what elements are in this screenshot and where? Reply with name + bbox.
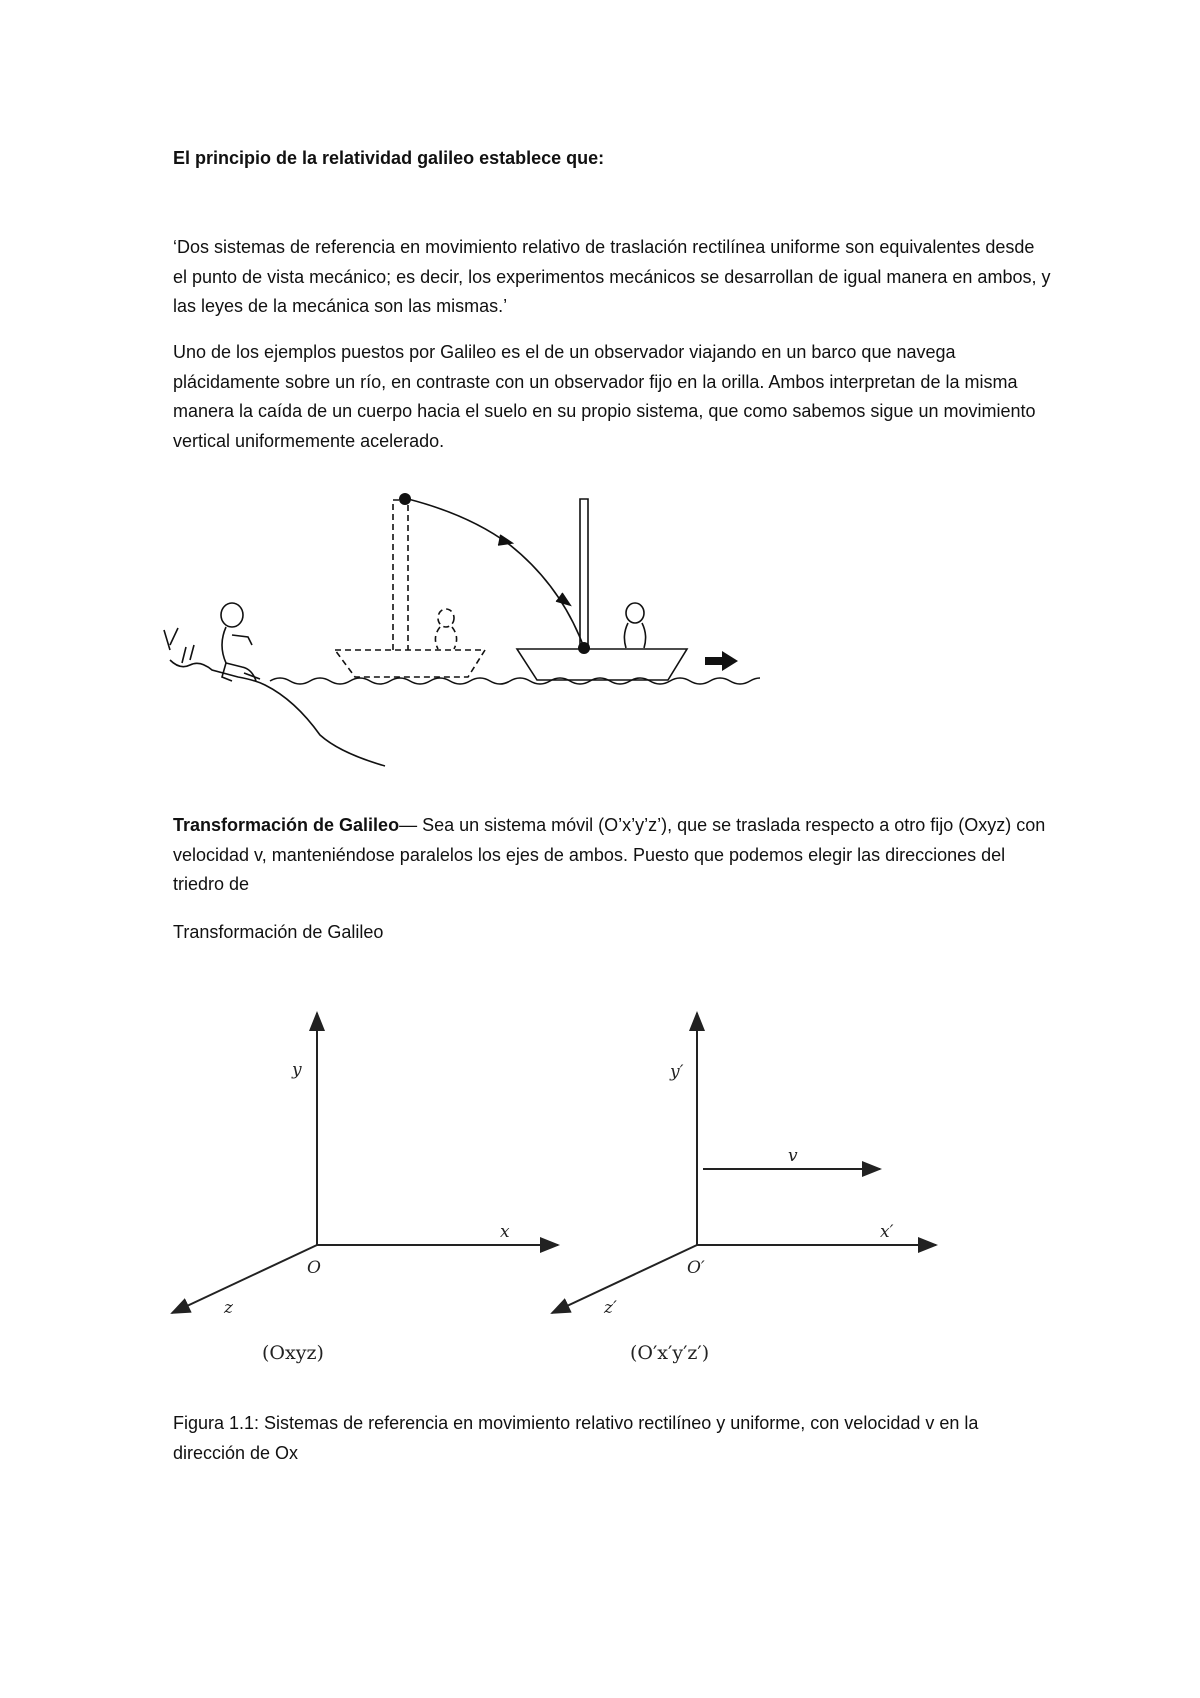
transformation-term: Transformación de Galileo: [173, 815, 400, 835]
shore-grass: [164, 628, 194, 663]
left-origin-label: O: [307, 1258, 321, 1278]
quote-paragraph: ‘Dos sistemas de referencia en movimiento relativo de traslación rectilínea uniforme son equivalentes desde el punto de vista mecánico; es decir, los experimentos mecánicos se desarrollan de igual manera en ambos, y las leyes de la mecánica son las mismas.’: [173, 237, 1051, 316]
previous-boat: [335, 500, 485, 677]
right-z-axis: [552, 1245, 697, 1313]
right-origin-label: O′: [687, 1258, 705, 1278]
left-x-label: x: [500, 1222, 510, 1242]
motion-arrow-icon: [705, 651, 738, 671]
ship-illustration: [160, 485, 760, 770]
transformation-paragraph: [173, 811, 1053, 900]
left-z-label: z: [224, 1298, 233, 1318]
ball-trajectory: [408, 499, 583, 645]
heading: El principio de la relatividad galileo establece que:: [173, 148, 605, 168]
reference-frames-figure: [160, 995, 960, 1375]
transformation-text: — Sea un sistema móvil (O’x’y’z’), que se traslada respecto a otro fijo (Oxyz) con velocidad v, manteniéndose paralelos los ejes de ambos. Puesto que podemos elegir las direcciones del triedro de: [173, 815, 1046, 894]
trajectory-arrow-2: [556, 593, 570, 605]
galileo-example-paragraph: Uno de los ejemplos puestos por Galileo es el de un observador viajando en un barco que navega plácidamente sobre un río, en contraste con un observador fijo en la orilla. Ambos interpretan de la misma manera la caída de un cuerpo hacia el suelo en su propio sistema, que como sabemos sigue un movimiento vertical uniformemente acelerado.: [173, 342, 1036, 451]
velocity-label: v: [788, 1146, 798, 1166]
water-waves: [270, 678, 760, 684]
left-frame-caption: (Oxyz): [262, 1342, 324, 1364]
transformation-subtitle: Transformación de Galileo: [173, 922, 384, 942]
right-frame-caption: (O′x′y′z′): [630, 1342, 710, 1364]
shore-line: [170, 660, 385, 766]
trajectory-arrow-1: [498, 535, 512, 545]
right-z-label: z′: [604, 1298, 617, 1318]
right-x-label: x′: [880, 1222, 894, 1242]
left-y-label: y: [292, 1060, 302, 1080]
shore-observer: [221, 603, 260, 681]
ball-initial: [399, 493, 411, 505]
ball-final: [578, 642, 590, 654]
moving-boat: [517, 499, 687, 680]
right-y-label: y′: [670, 1062, 684, 1082]
figure-caption: Figura 1.1: Sistemas de referencia en movimiento relativo rectilíneo y uniforme, con velocidad v en la dirección de Ox: [173, 1413, 979, 1463]
left-z-axis: [172, 1245, 317, 1313]
